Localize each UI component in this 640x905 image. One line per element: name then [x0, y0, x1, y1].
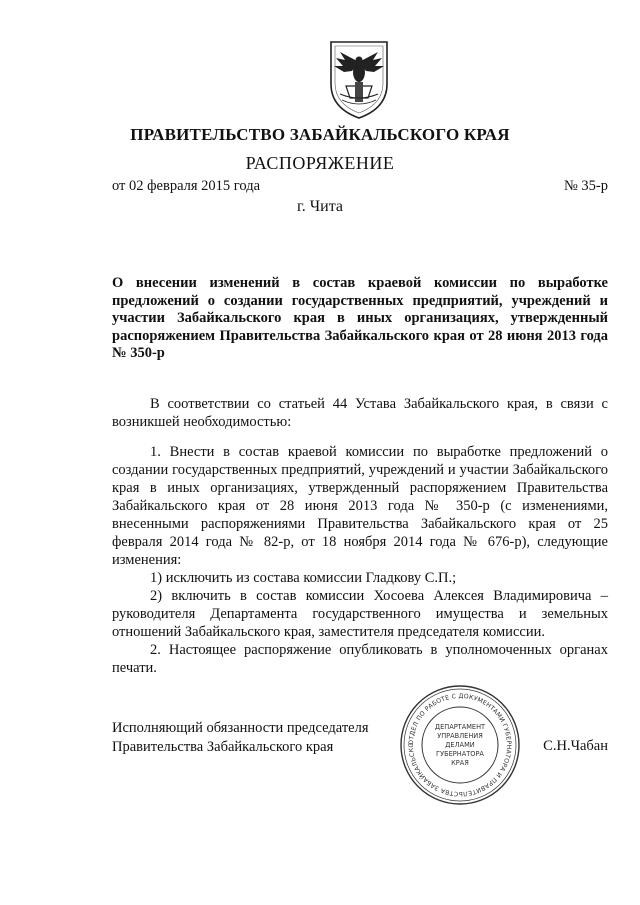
document-date: от 02 февраля 2015 года	[112, 178, 261, 194]
signatory-position	[112, 719, 369, 756]
signatory-name: С.Н.Чабан	[543, 738, 608, 754]
seal-center-line-5: КРАЯ	[451, 759, 469, 767]
item-1-paragraph: 1. Внести в состав краевой комиссии по выработке предложений о создании государственных предприятий, учреждений и участии Забайкальского края в иных организациях, утвержденный распоряжением Правительства Забайкальского края от 28 июня 2013 года № 350-р (с изменениями, внесенными распоряжениями Правительства Забайкальского края от 25 февраля 2014 года № 82-р, от 18 ноября 2014 года № 676-р), следующие изменения:	[112, 444, 608, 568]
preamble-block	[112, 395, 608, 431]
items-block	[112, 443, 608, 677]
item-1-2-paragraph: 2) включить в состав комиссии Хосоева Алексея Владимировича – руководителя Департамента государственного имущества и земельных отношений Забайкальского края, заместителя председателя комиссии.	[112, 588, 608, 640]
document-title: О внесении изменений в состав краевой комиссии по выработке предложений о создании государственных предприятий, учреждений и участии Забайкальского края в иных организациях, утвержденный распоряжением Правительства Забайкальского края от 28 июня 2013 года № 350-р	[112, 275, 608, 362]
seal-ring-text: ОТДЕЛ ПО РАБОТЕ С ДОКУМЕНТАМИ ГУБЕРНАТОРА И ПРАВИТЕЛЬСТВА ЗАБАЙКАЛЬСКО	[407, 692, 513, 798]
coat-of-arms-emblem	[328, 38, 390, 120]
item-2-paragraph: 2. Настоящее распоряжение опубликовать в уполномоченных органах печати.	[112, 642, 608, 676]
seal-center-line-1: ДЕПАРТАМЕНТ	[434, 723, 486, 731]
seal-center-line-2: УПРАВЛЕНИЯ	[437, 732, 483, 740]
document-type: РАСПОРЯЖЕНИЕ	[245, 153, 395, 173]
document-city: г. Чита	[296, 198, 343, 215]
signatory-position-line-2: Правительства Забайкальского края	[112, 738, 334, 755]
government-name: ПРАВИТЕЛЬСТВО ЗАБАЙКАЛЬСКОГО КРАЯ	[130, 125, 510, 144]
preamble-paragraph: В соответствии со статьей 44 Устава Забайкальского края, в связи с возникшей необходимостью:	[112, 396, 608, 430]
signatory-position-line-1: Исполняющий обязанности председателя	[112, 720, 369, 736]
seal-center-line-4: ГУБЕРНАТОРА	[436, 750, 484, 758]
official-seal-stamp	[398, 683, 522, 807]
document-number: № 35-р	[563, 178, 608, 194]
item-1-1-paragraph: 1) исключить из состава комиссии Гладкову С.П.;	[150, 570, 457, 586]
seal-center-line-3: ДЕЛАМИ	[445, 741, 475, 749]
